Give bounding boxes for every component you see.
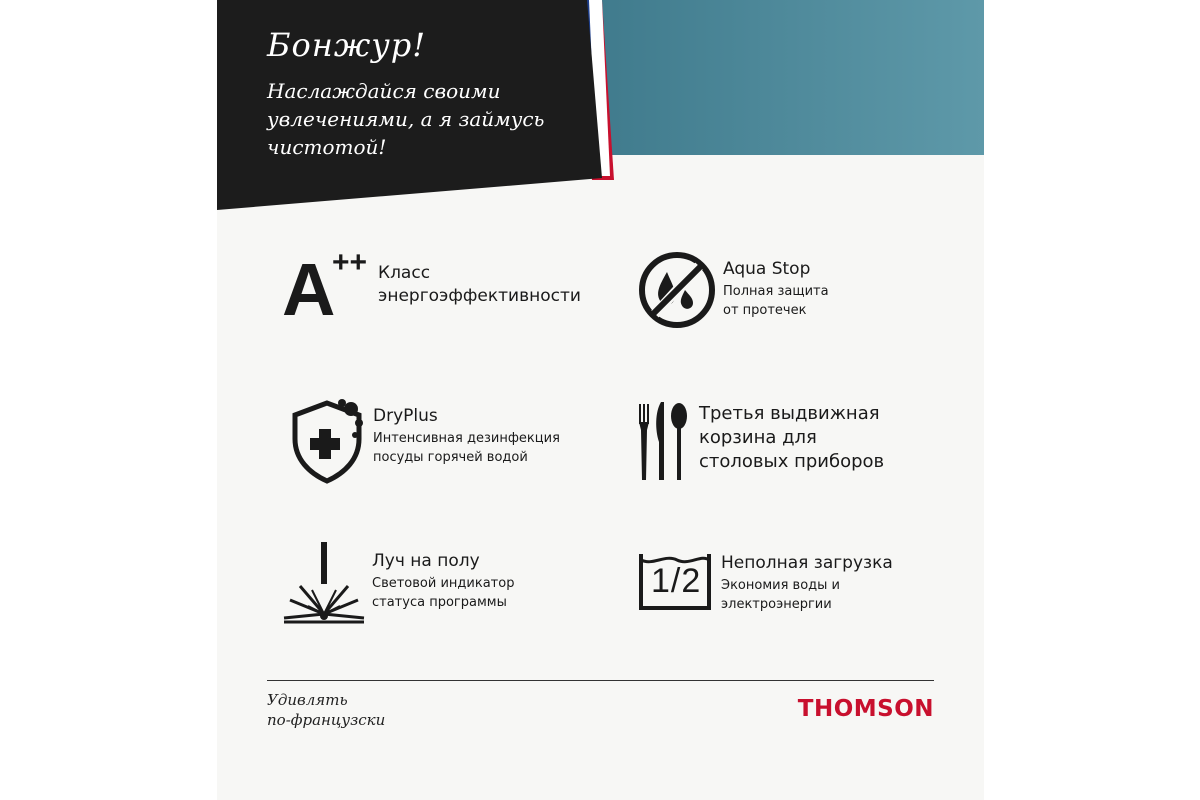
feature-title: Класс энергоэффективности xyxy=(378,263,581,306)
thomson-logo: THOMSON xyxy=(797,696,934,722)
feature-cutlery-basket xyxy=(637,400,884,482)
feature-title: Aqua Stop xyxy=(723,259,811,279)
feature-half-load xyxy=(637,550,893,615)
feature-floor-beam xyxy=(282,542,514,628)
aqua-stop-icon xyxy=(637,250,717,330)
feature-energy-class xyxy=(282,246,581,331)
feature-title: DryPlus xyxy=(373,406,438,426)
floor-beam-icon xyxy=(282,542,366,628)
footer-divider xyxy=(267,680,934,681)
feature-subtitle: Интенсивная дезинфекция посуды горячей водой xyxy=(373,430,560,466)
footer-slogan: Удивлять по-французски xyxy=(267,691,386,730)
tagline: Наслаждайся своими увлечениями, а я займусь чистотой! xyxy=(267,79,545,160)
feature-aqua-stop xyxy=(637,250,829,330)
energy-class-a-plus-plus-icon: A ++ xyxy=(282,246,368,331)
feature-title: Неполная загрузка xyxy=(721,553,893,573)
shield-cross-icon xyxy=(287,395,367,485)
feature-subtitle: Экономия воды и электроэнергии xyxy=(721,577,840,613)
cutlery-icon xyxy=(637,400,689,482)
feature-subtitle: Полная защита от протечек xyxy=(723,283,829,319)
feature-subtitle: Световой индикатор статуса программы xyxy=(372,575,515,611)
promo-card xyxy=(217,0,984,800)
greeting: Бонжур! xyxy=(267,26,427,64)
header xyxy=(267,28,597,161)
feature-dryplus xyxy=(287,395,560,485)
feature-title: Луч на полу xyxy=(372,551,480,571)
half-load-icon: 1/2 xyxy=(637,550,713,614)
feature-title: Третья выдвижная корзина для столовых приборов xyxy=(699,403,885,472)
